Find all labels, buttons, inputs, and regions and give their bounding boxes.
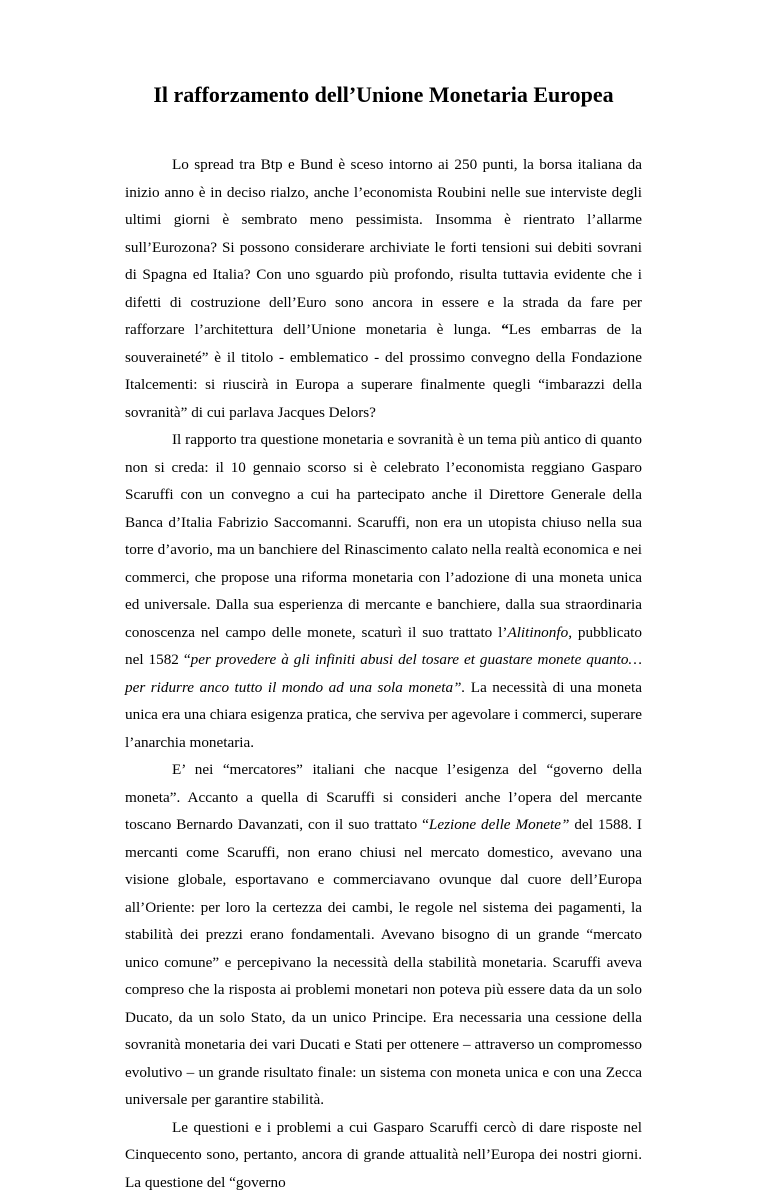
text-run: La necessità di una moneta unica era una chiara esigenza pratica, che serviva per agevolare i commerci, superare l’anarchia monetaria. bbox=[125, 679, 642, 751]
text-run-italic: Alitinonfo bbox=[507, 624, 568, 641]
paragraph-1 bbox=[125, 151, 642, 426]
text-run: Le questioni e i problemi a cui Gasparo Scaruffi cercò di dare risposte nel Cinquecento sono, pertanto, ancora di grande attualità nell’Europa dei nostri giorni. La questione del “governo bbox=[125, 1119, 642, 1191]
text-run-italic: Lezione delle Monete” bbox=[429, 816, 570, 833]
text-run: Il rapporto tra questione monetaria e sovranità è un tema più antico di quanto non si creda: il 10 gennaio scorso si è celebrato l’economista reggiano Gasparo Scaruffi con un convegno a cui ha partecipato anche il Direttore Generale della Banca d’Italia Fabrizio Saccomanni. Scaruffi, non era un utopista chiuso nella sua torre d’avorio, ma un banchiere del Rinascimento calato nella realtà economica e nei commerci, che propose una riforma monetaria con l’adozione di una moneta unica ed universale. Dalla sua esperienza di mercante e banchiere, dalla sua straordinaria conoscenza nel campo delle monete, scaturì il suo trattato l’ bbox=[125, 431, 642, 641]
text-run-italic: per provedere à gli infiniti abusi del tosare et guastare monete quanto…per ridurre anco tutto il mondo ad una sola moneta”. bbox=[125, 651, 642, 696]
text-run: del 1588. I mercanti come Scaruffi, non erano chiusi nel mercato domestico, avevano una visione globale, esportavano e commerciavano ovunque dal cuore dell’Europa all’Oriente: per loro la certezza dei cambi, le regole nel sistema dei pagamenti, la stabilità dei prezzi erano fondamentali. Avevano bisogno di un grande “mercato unico comune” e percepivano la necessità della stabilità monetaria. Scaruffi aveva compreso che la risposta ai problemi monetari non poteva più essere data da un solo Ducato, da un solo Stato, da un unico Principe. Era necessaria una cessione della sovranità monetaria dei vari Ducati e Stati per ottenere – attraverso un compromesso evolutivo – un grande risultato finale: un sistema con moneta unica e con una Zecca universale per garantire stabilità. bbox=[125, 816, 642, 1108]
text-run: , pubblicato nel 1582 “ bbox=[125, 624, 642, 669]
paragraph-2 bbox=[125, 426, 642, 756]
text-run: E’ nei “mercatores” italiani che nacque l’esigenza del “governo della moneta”. Accanto a quella di Scaruffi si consideri anche l’opera del mercante toscano Bernardo Davanzati, con il suo trattato “ bbox=[125, 761, 642, 833]
text-run: Les embarras de la souveraineté” è il titolo - emblematico - del prossimo convegno della Fondazione Italcementi: si riuscirà in Europa a superare finalmente quegli “imbarazzi della sovranità” di cui parlava Jacques Delors? bbox=[125, 321, 642, 421]
document-body bbox=[125, 151, 642, 1196]
document-title: Il rafforzamento dell’Unione Monetaria Europea bbox=[125, 82, 642, 108]
text-run-bold: “ bbox=[501, 321, 509, 338]
paragraph-3 bbox=[125, 756, 642, 1114]
paragraph-4 bbox=[125, 1114, 642, 1196]
text-run: Lo spread tra Btp e Bund è sceso intorno ai 250 punti, la borsa italiana da inizio anno è in deciso rialzo, anche l’economista Roubini nelle sue interviste degli ultimi giorni è sembrato meno pessimista. Insomma è rientrato l’allarme sull’Eurozona? Si possono considerare archiviate le forti tensioni sui debiti sovrani di Spagna ed Italia? Con uno sguardo più profondo, risulta tuttavia evidente che i difetti di costruzione dell’Euro sono ancora in essere e la strada da fare per rafforzare l’architettura dell’Unione monetaria è lunga. bbox=[125, 156, 642, 338]
